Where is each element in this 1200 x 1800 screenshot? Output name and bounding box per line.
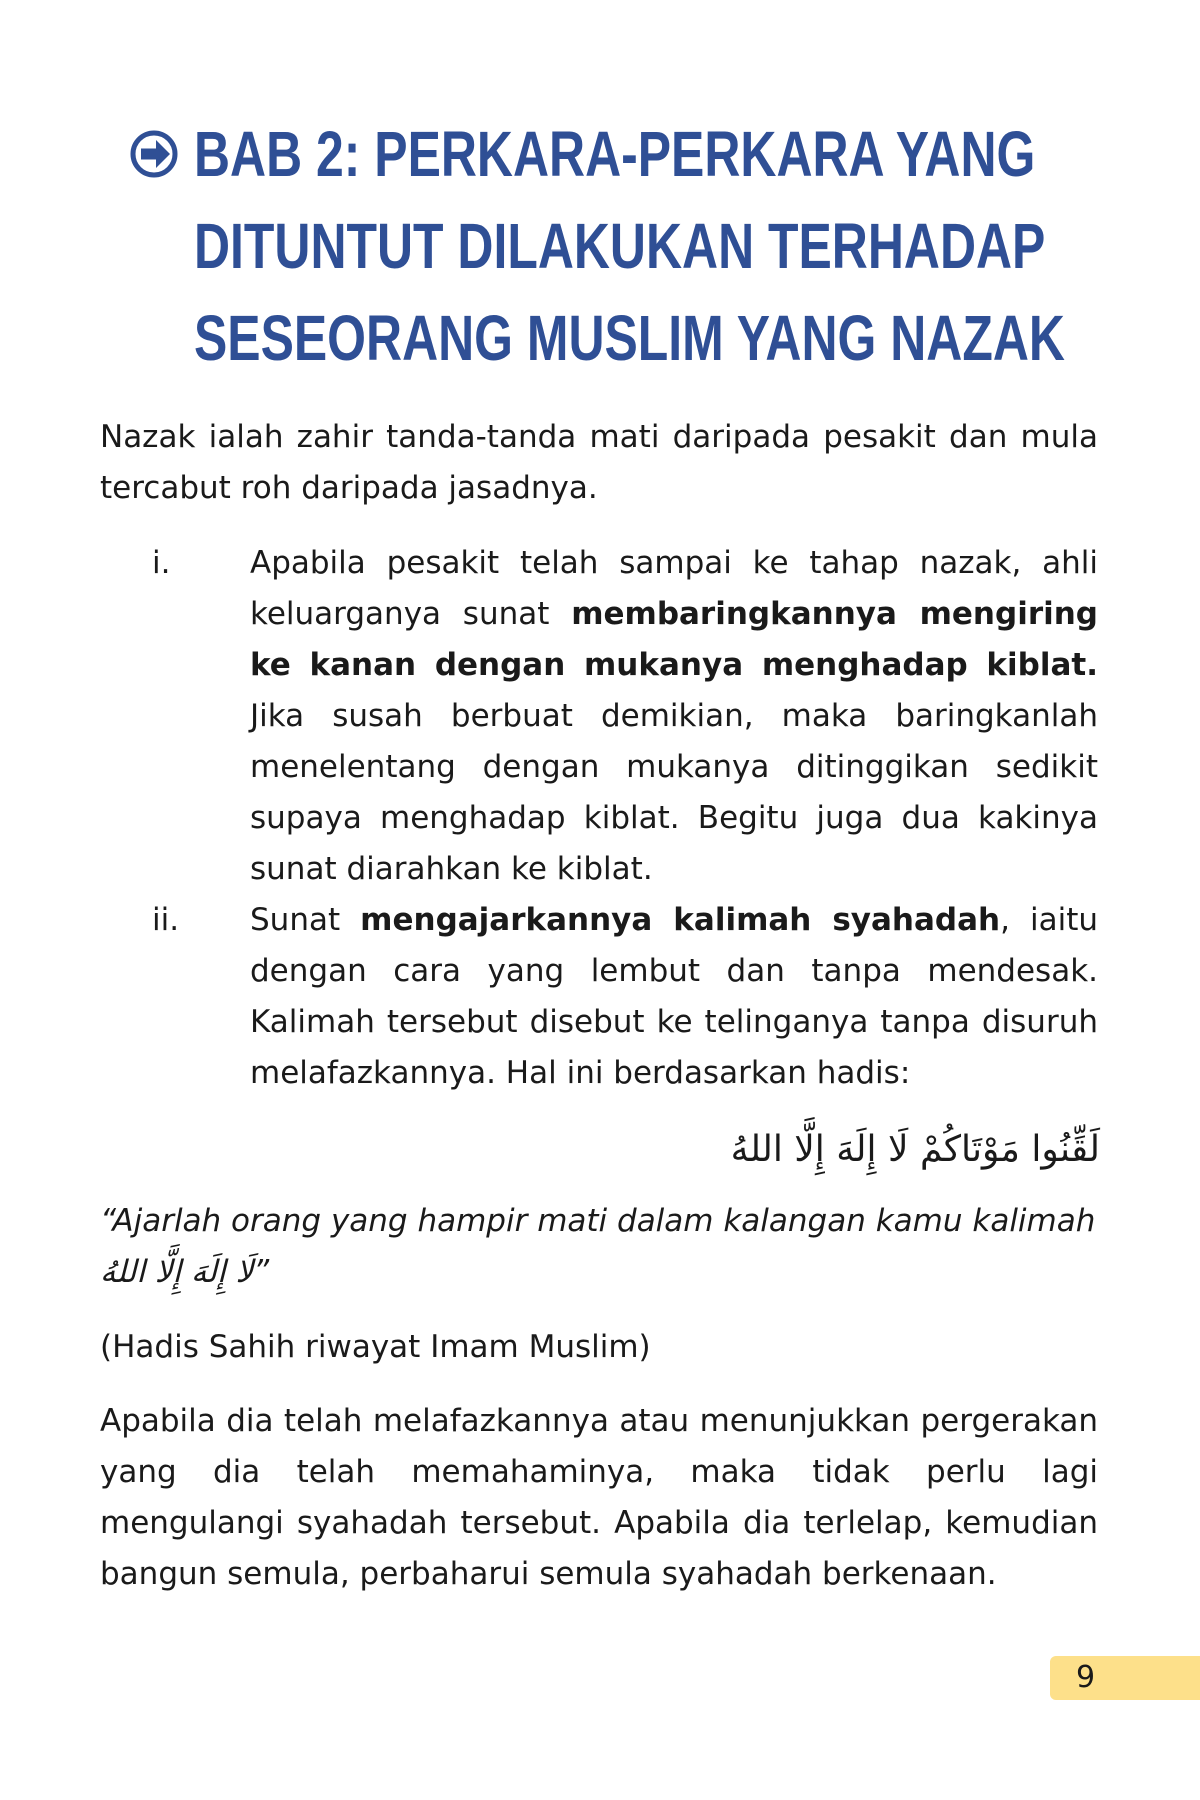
page-number-badge (1050, 1656, 1200, 1700)
list-item-number: ii. (152, 902, 180, 938)
quote-arabic: لَا إِلَهَ إِلَّا اللهُ (100, 1254, 254, 1290)
closing-paragraph: Apabila dia telah melafazkannya atau menunjukkan pergerakan yang dia telah memahaminya, maka tidak perlu lagi mengulangi syahadah tersebut. Apabila dia terlelap, kemudian bangun semula, perbaharui semula syahadah berkenaan. (100, 1403, 1098, 1592)
hadith-source: (Hadis Sahih riwayat Imam Muslim) (100, 1329, 651, 1365)
page-number: 9 (1076, 1660, 1096, 1695)
chapter-title (130, 108, 1130, 384)
intro-paragraph: Nazak ialah zahir tanda-tanda mati daripada pesakit dan mula tercabut roh daripada jasadnya. (100, 419, 1098, 506)
list-item (100, 895, 1098, 1099)
list-item-text: Apabila pesakit telah sampai ke tahap nazak, ahli keluarganya sunat membaringkannya mengiring ke kanan dengan mukanya menghadap kiblat. Jika susah berbuat demikian, maka baringkanlah menelentang dengan mukanya ditinggikan sedikit supaya menghadap kiblat. Begitu juga dua kakinya sunat diarahkan ke kiblat. (250, 545, 1098, 887)
title-line-2: DITUNTUT DILAKUKAN TERHADAP (194, 210, 1046, 282)
title-line-1: BAB 2: PERKARA-PERKARA YANG (194, 118, 1036, 190)
numbered-list (100, 538, 1098, 1099)
list-item-number: i. (152, 545, 171, 581)
arrow-right-circle-icon (130, 130, 178, 178)
list-item-text: Sunat mengajarkannya kalimah syahadah, iaitu dengan cara yang lembut dan tanpa mendesak. Kalimah tersebut disebut ke telinganya tanpa disuruh melafazkannya. Hal ini berdasarkan hadis: (250, 902, 1099, 1091)
list-item (100, 538, 1098, 895)
hadith-translation: “Ajarlah orang yang hampir mati dalam kalangan kamu kalimah لَا إِلَهَ إِلَّا اللهُ” (100, 1203, 1096, 1290)
hadith-arabic-text: لَقِّنُوا مَوْتَاكُمْ لَا إِلَهَ إِلَّا اللهُ (730, 1129, 1100, 1170)
title-line-3: SESEORANG MUSLIM YANG NAZAK (194, 302, 1065, 374)
